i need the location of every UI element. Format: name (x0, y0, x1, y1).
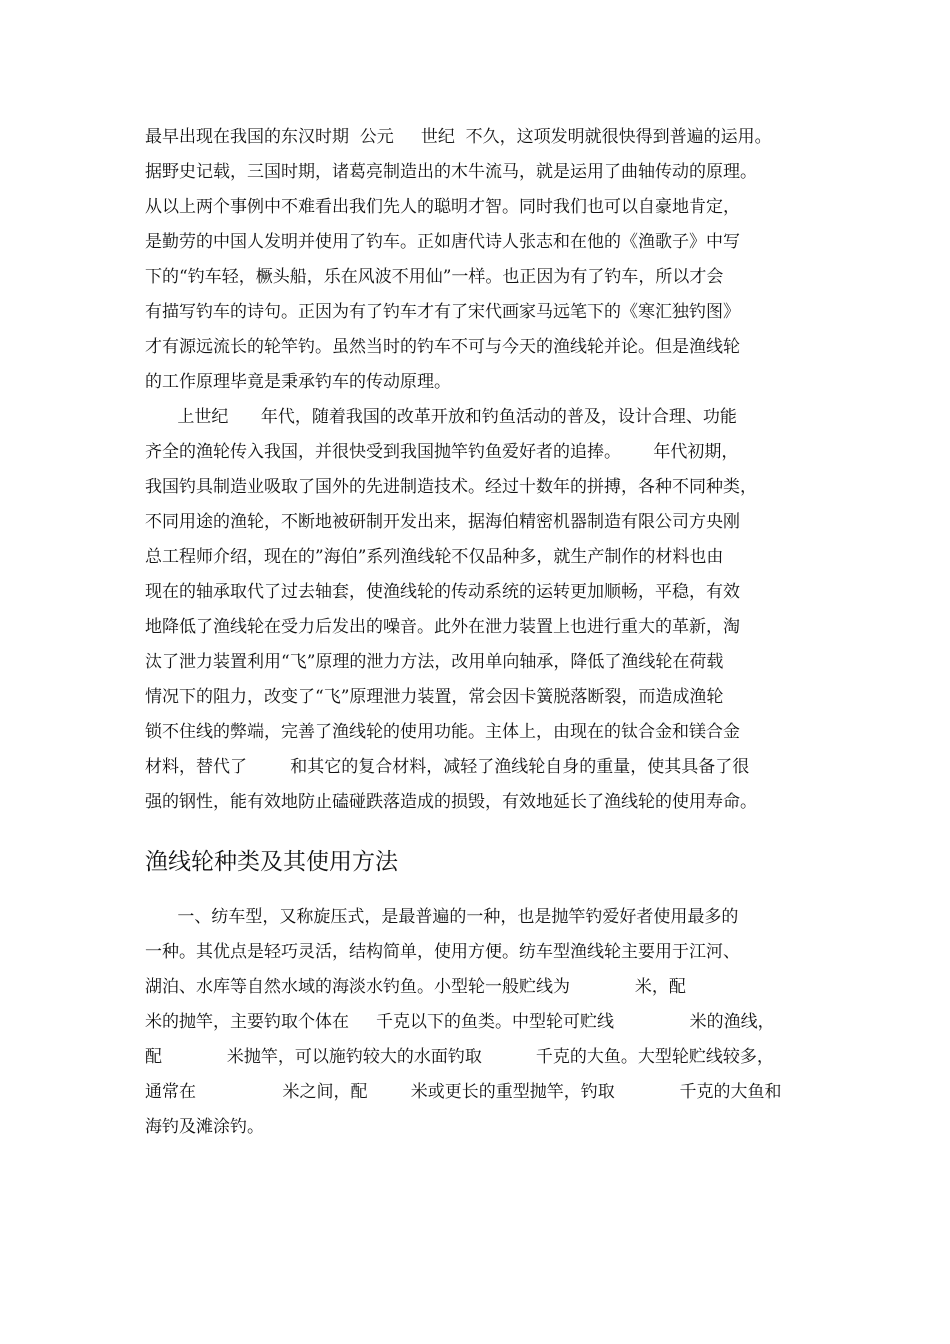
text-line: 上世纪 年代，随着我国的改革开放和钓鱼活动的普及，设计合理、功能 (145, 407, 737, 427)
text-line: 一种。其优点是轻巧灵活，结构简单，使用方便。纺车型渔线轮主要用于江河、 (145, 942, 740, 962)
text-line: 才有源远流长的轮竿钓。虽然当时的钓车不可与今天的渔线轮并论。但是渔线轮 (145, 337, 740, 357)
text-line: 海钓及滩涂钓。 (145, 1117, 264, 1137)
text-line: 最早出现在我国的东汉时期 公元 世纪 不久，这项发明就很快得到普遍的运用。 (145, 127, 772, 147)
text-line: 的工作原理毕竟是秉承钓车的传动原理。 (145, 372, 451, 392)
text-line: 地降低了渔线轮在受力后发出的噪音。此外在泄力装置上也进行重大的革新，淘 (145, 617, 740, 637)
paragraph-spinning-reel (145, 900, 815, 1145)
document-body (145, 120, 815, 1145)
text-line: 下的“钓车轻，橛头船，乐在风波不用仙”一样。也正因为有了钓车，所以才会 (145, 267, 724, 287)
paragraph-history (145, 120, 815, 400)
paragraph-modern-development (145, 400, 815, 820)
text-line: 齐全的渔轮传入我国，并很快受到我国抛竿钓鱼爱好者的追捧。 年代初期， (145, 442, 739, 462)
text-line: 总工程师介绍，现在的”海伯”系列渔线轮不仅品种多，就生产制作的材料也由 (145, 547, 724, 567)
text-line: 锁不住线的弊端，完善了渔线轮的使用功能。主体上，由现在的钛合金和镁合金 (145, 722, 740, 742)
text-line: 不同用途的渔轮，不断地被研制开发出来，据海伯精密机器制造有限公司方央刚 (145, 512, 740, 532)
text-line: 材料，替代了 和其它的复合材料，减轻了渔线轮自身的重量，使其具备了很 (145, 757, 750, 777)
text-line: 据野史记载，三国时期，诸葛亮制造出的木牛流马，就是运用了曲轴传动的原理。 (145, 162, 757, 182)
text-line: 米的抛竿，主要钓取个体在 千克以下的鱼类。中型轮可贮线 米的渔线， (145, 1012, 775, 1032)
text-line: 强的钢性，能有效地防止磕碰跌落造成的损毁，有效地延长了渔线轮的使用寿命。 (145, 792, 757, 812)
text-line: 是勤劳的中国人发明并使用了钓车。正如唐代诗人张志和在他的《渔歌子》中写 (145, 232, 740, 252)
text-line: 一、纺车型，又称旋压式，是最普遍的一种，也是抛竿钓爱好者使用最多的 (145, 907, 739, 927)
text-line: 现在的轴承取代了过去轴套，使渔线轮的传动系统的运转更加顺畅，平稳，有效 (145, 582, 740, 602)
text-line: 情况下的阻力，改变了“飞”原理泄力装置，常会因卡簧脱落断裂，而造成渔轮 (145, 687, 724, 707)
text-line: 湖泊、水库等自然水域的海淡水钓鱼。小型轮一般贮线为 米，配 (145, 977, 686, 997)
text-line: 配 米抛竿，可以施钓较大的水面钓取 千克的大鱼。大型轮贮线较多， (145, 1047, 774, 1067)
text-line: 我国钓具制造业吸取了国外的先进制造技术。经过十数年的拼搏，各种不同种类， (145, 477, 757, 497)
text-line: 有描写钓车的诗句。正因为有了钓车才有了宋代画家马远笔下的《寒汇独钓图》 (145, 302, 740, 322)
text-line: 汰了泄力装置利用“飞”原理的泄力方法，改用单向轴承，降低了渔线轮在荷载 (145, 652, 724, 672)
section-heading: 渔线轮种类及其使用方法 (145, 849, 398, 875)
text-line: 从以上两个事例中不难看出我们先人的聪明才智。同时我们也可以自豪地肯定， (145, 197, 740, 217)
text-line: 通常在 米之间，配 米或更长的重型抛竿，钓取 千克的大鱼和 (145, 1082, 782, 1102)
